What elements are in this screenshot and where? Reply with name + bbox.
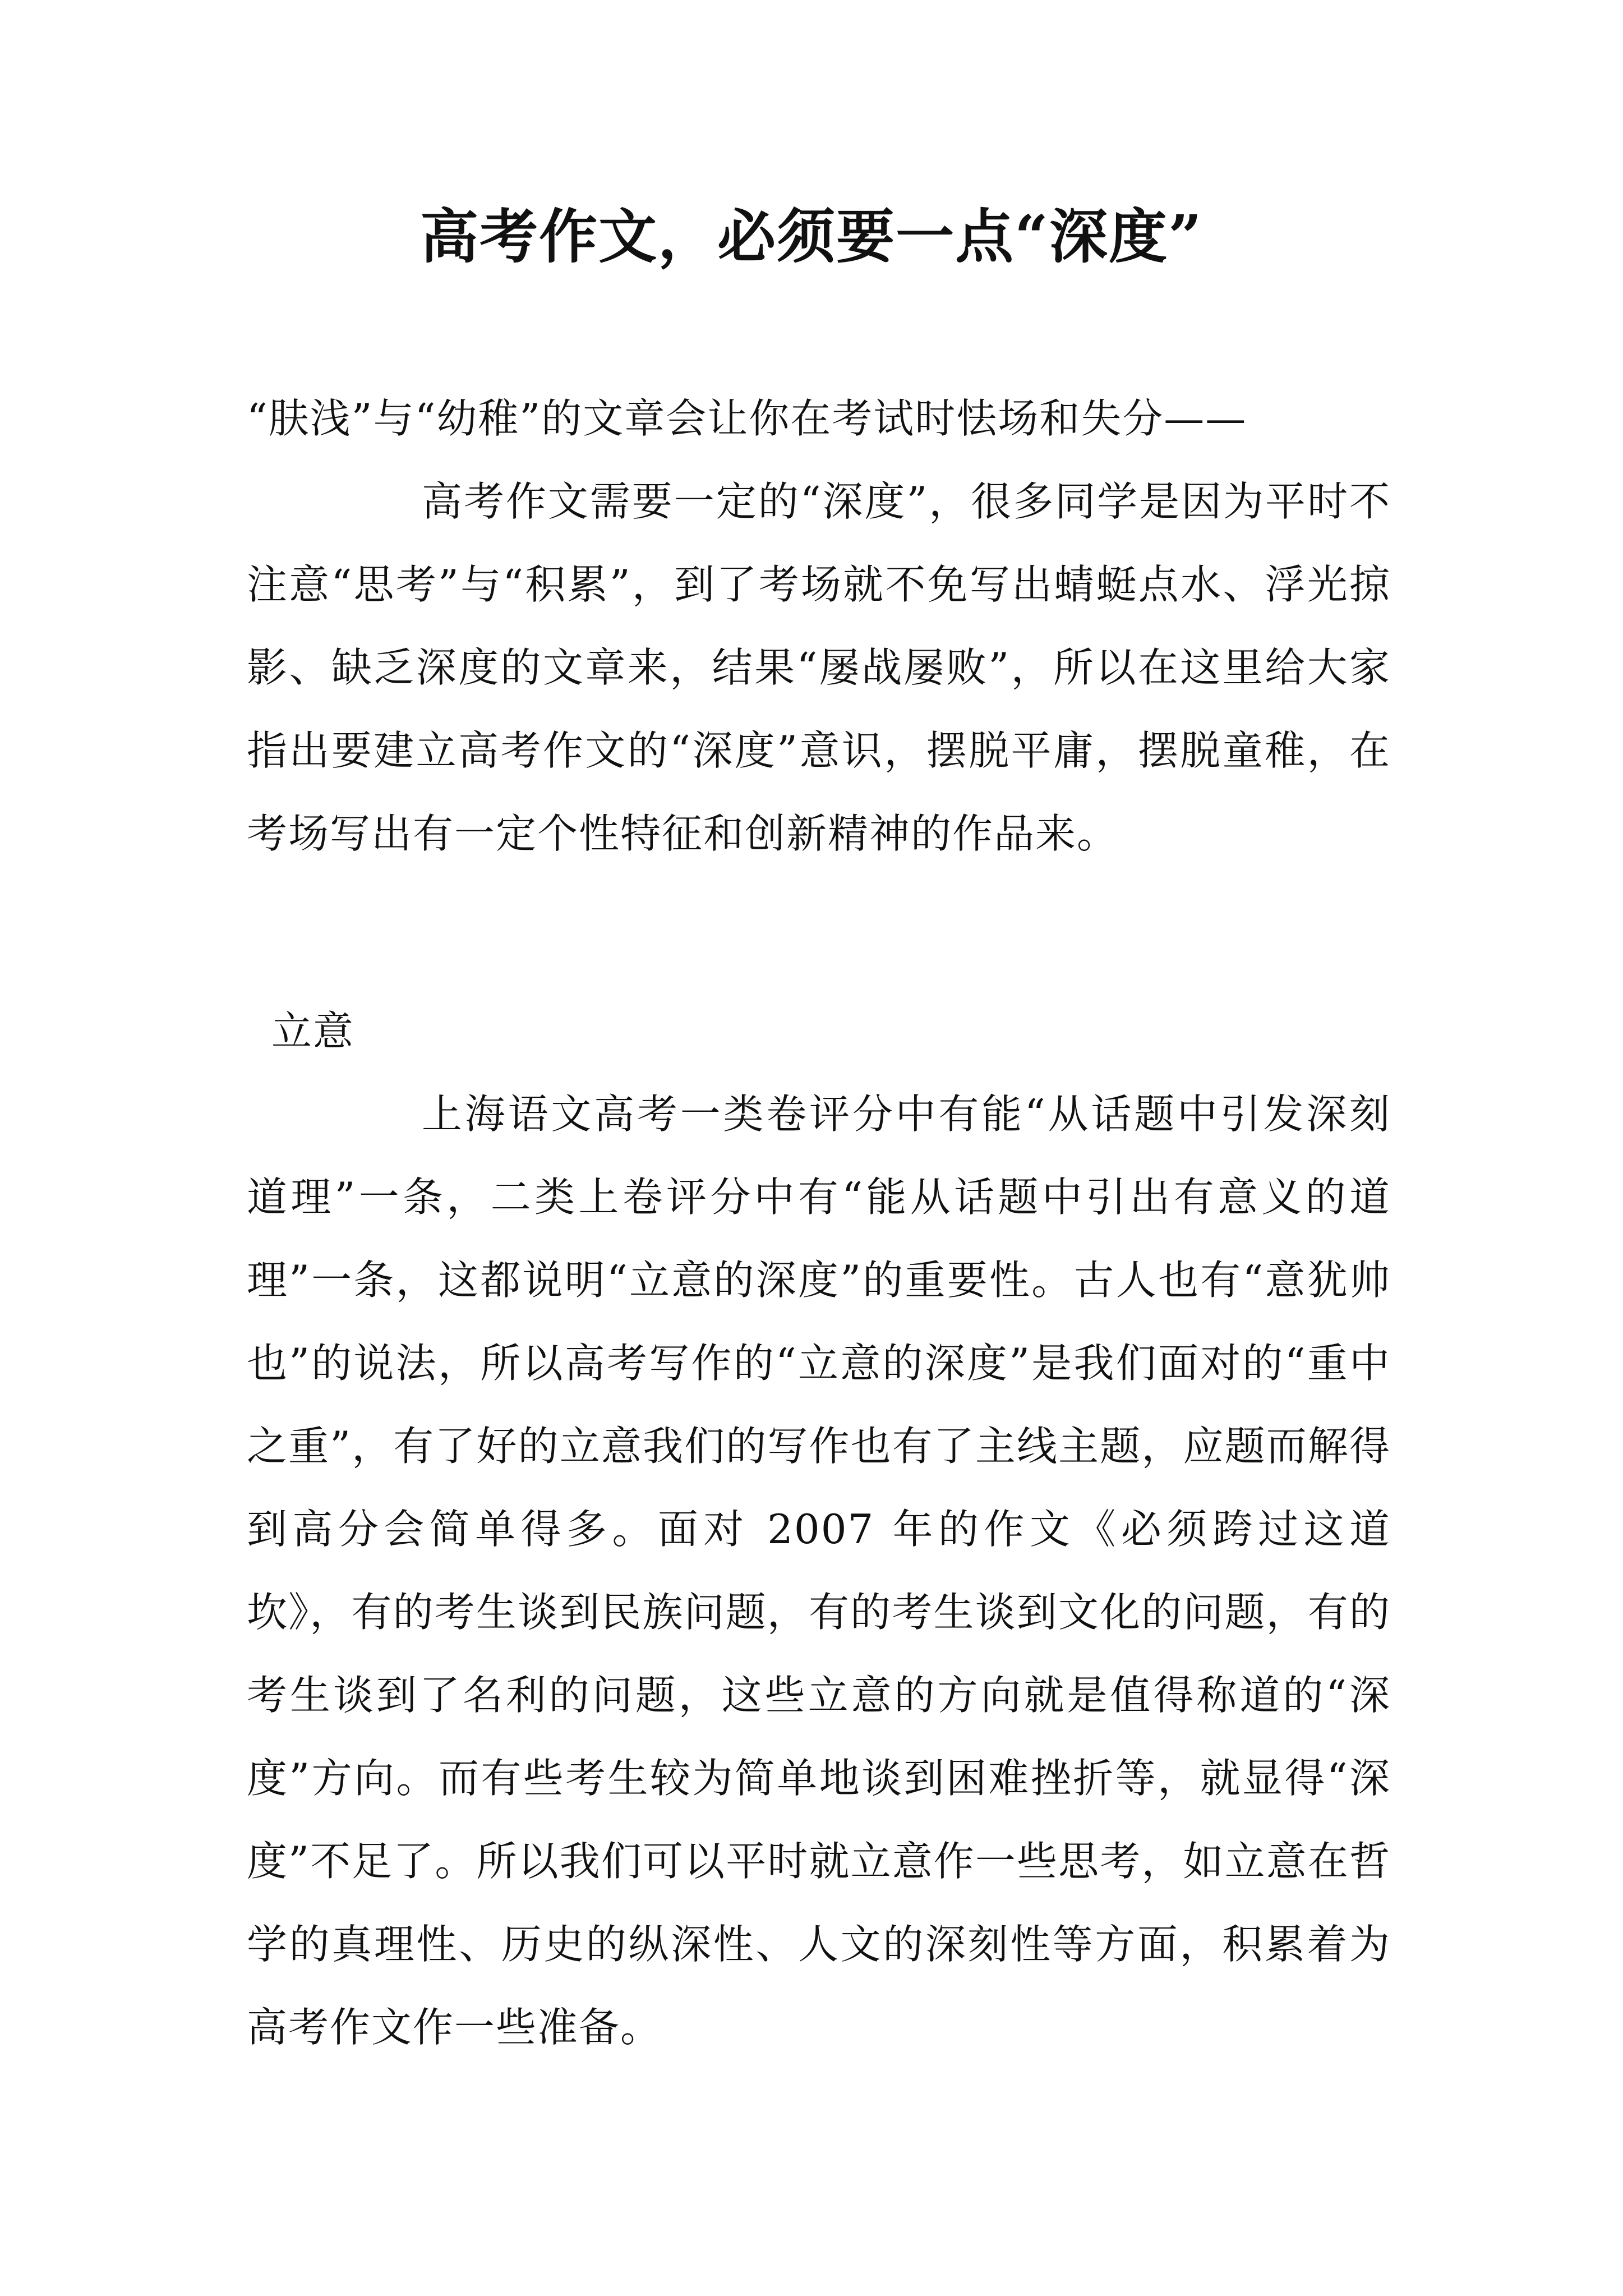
section-paragraph-liyi: 上海语文高考一类卷评分中有能“从话题中引发深刻道理”一条，二类上卷评分中有“能从话题中引出有意义的道理”一条，这都说明“立意的深度”的重要性。古人也有“意犹帅也”的说法，所以高考写作的“立意的深度”是我们面对的“重中之重”，有了好的立意我们的写作也有了主线主题，应题而解得到高分会简单得多。面对 2007 年的作文《必须跨过这道坎》，有的考生谈到民族问题，有的考生谈到文化的问题，有的考生谈到了名利的问题，这些立意的方向就是值得称道的“深度”方向。而有些考生较为简单地谈到困难挫折等，就显得“深度”不足了。所以我们可以平时就立意作一些思考，如立意在哲学的真理性、历史的纵深性、人文的深刻性等方面，积累着为高考作文作一些准备。 (247, 1091, 1391, 2051)
document-title: 高考作文，必须要一点“深度” (420, 202, 1203, 271)
intro-line: “肤浅”与“幼稚”的文章会让你在考试时怯场和失分—— (247, 395, 1247, 442)
section-heading-liyi: 立意 (271, 1007, 355, 1055)
intro-paragraph: 高考作文需要一定的“深度”，很多同学是因为平时不注意“思考”与“积累”，到了考场就不免写出蜻蜓点水、浮光掠影、缺乏深度的文章来，结果“屡战屡败”，所以在这里给大家指出要建立高考作文的“深度”意识，摆脱平庸，摆脱童稚，在考场写出有一定个性特征和创新精神的作品来。 (247, 478, 1391, 857)
